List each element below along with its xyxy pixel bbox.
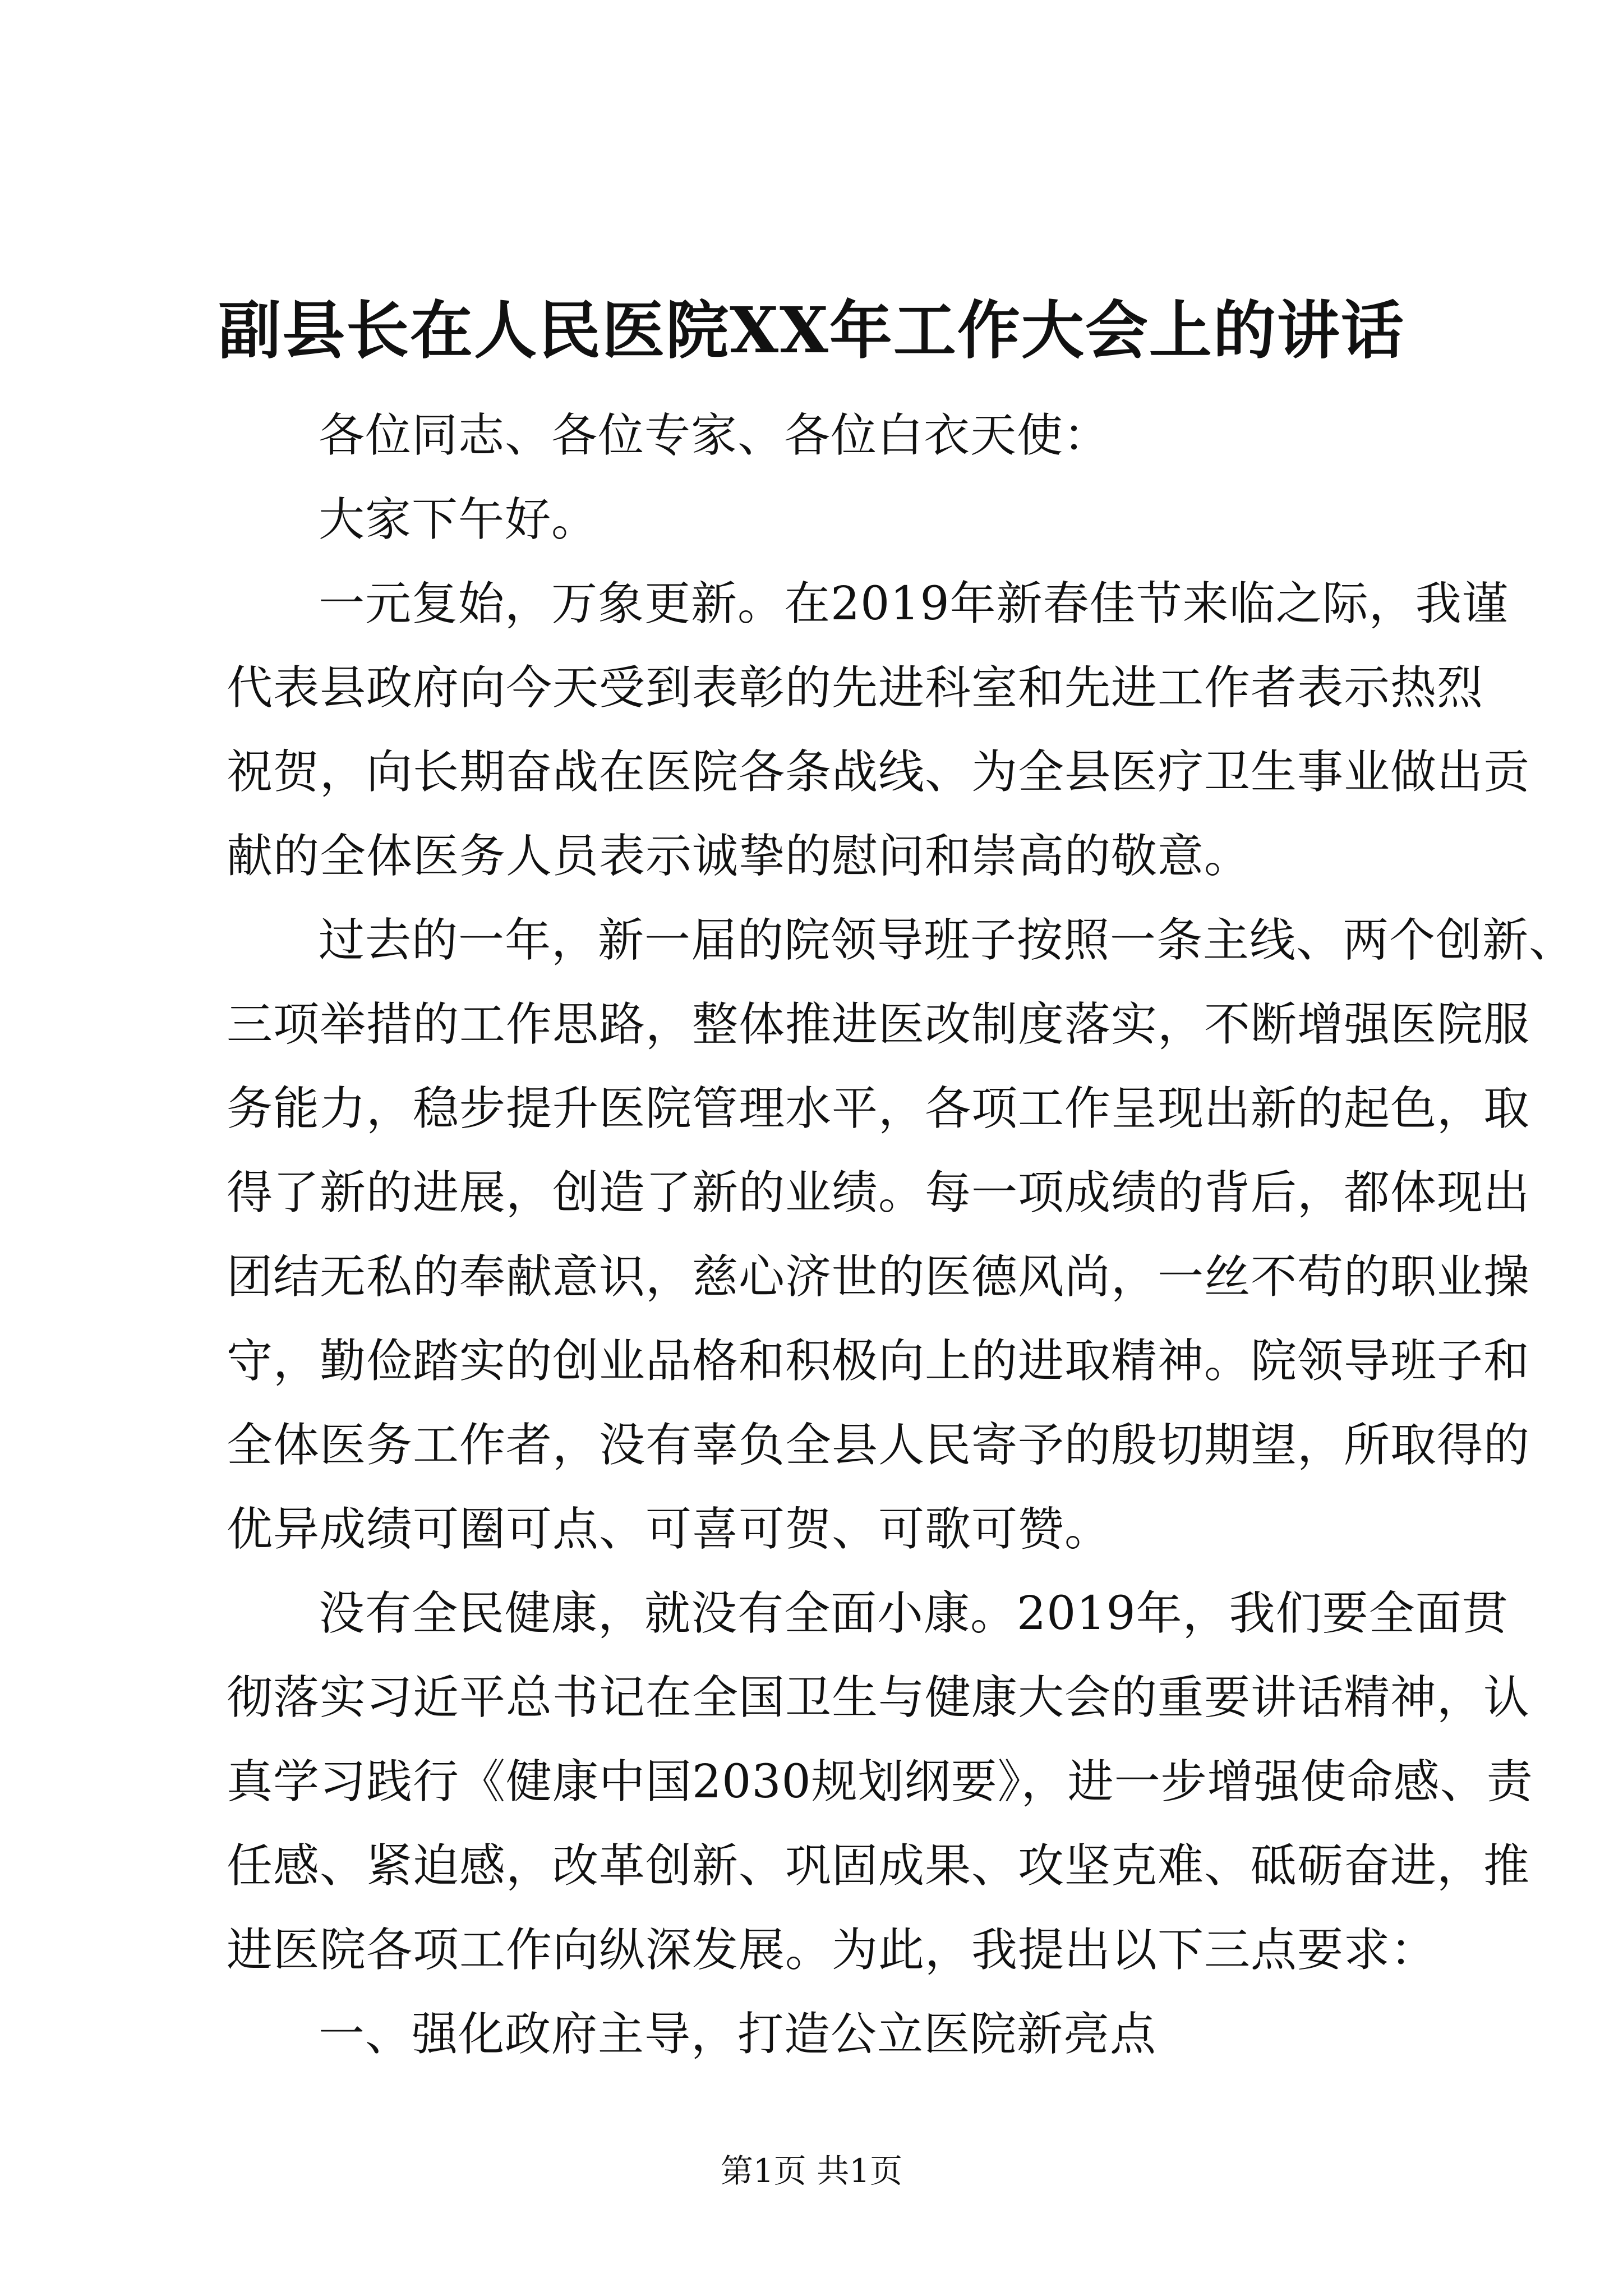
paragraph-line: 三项举措的工作思路，整体推进医改制度落实，不断增强医院服 — [227, 998, 1530, 1051]
paragraph-line: 献的全体医务人员表示诚挚的慰问和崇高的敬意。 — [227, 830, 1251, 883]
paragraph-line: 全体医务工作者，没有辜负全县人民寄予的殷切期望，所取得的 — [227, 1419, 1530, 1472]
paragraph-line: 团结无私的奉献意识，慈心济世的医德风尚，一丝不苟的职业操 — [227, 1250, 1530, 1304]
document-title: 副县长在人民医院XX年工作大会上的讲话 — [218, 294, 1405, 367]
paragraph-greeting — [227, 394, 1415, 478]
paragraph-line: 任感、紧迫感，改革创新、巩固成果、攻坚克难、砥砺奋进，推 — [227, 1839, 1530, 1893]
paragraph-line: 过去的一年，新一届的院领导班子按照一条主线、两个创新、 — [319, 914, 1576, 967]
paragraph-line: 没有全民健康，就没有全面小康。2019年，我们要全面贯 — [319, 1587, 1509, 1640]
paragraph-line: 务能力，稳步提升医院管理水平，各项工作呈现出新的起色，取 — [227, 1082, 1530, 1135]
paragraph-line: 大家下午好。 — [319, 493, 598, 546]
paragraph-line: 代表县政府向今天受到表彰的先进科室和先进工作者表示热烈 — [227, 661, 1484, 715]
paragraph-line: 得了新的进展，创造了新的业绩。每一项成绩的背后，都体现出 — [227, 1166, 1530, 1220]
document-body — [227, 394, 1576, 2077]
paragraph-line: 一元复始，万象更新。在2019年新春佳节来临之际，我谨 — [319, 577, 1509, 631]
paragraph-line: 各位同志、各位专家、各位白衣天使： — [319, 409, 1110, 462]
paragraph-health — [227, 1572, 1533, 1993]
paragraph-line: 祝贺，向长期奋战在医院各条战线、为全县医疗卫生事业做出贡 — [227, 746, 1530, 799]
paragraph-line: 守，勤俭踏实的创业品格和积极向上的进取精神。院领导班子和 — [227, 1335, 1530, 1388]
paragraph-salutation — [227, 478, 1415, 562]
paragraph-line: 彻落实习近平总书记在全国卫生与健康大会的重要讲话精神，认 — [227, 1671, 1530, 1724]
paragraph-past-year — [227, 899, 1576, 1572]
paragraph-line: 优异成绩可圈可点、可喜可贺、可歌可赞。 — [227, 1503, 1112, 1556]
paragraph-new-year — [227, 562, 1530, 899]
section-heading-1 — [227, 1993, 1415, 2077]
paragraph-line: 真学习践行《健康中国2030规划纲要》，进一步增强使命感、责 — [227, 1755, 1533, 1809]
paragraph-line: 进医院各项工作向纵深发展。为此，我提出以下三点要求： — [227, 1924, 1437, 1977]
paragraph-line: 一、强化政府主导，打造公立医院新亮点 — [319, 2008, 1157, 2061]
page-footer: 第1页 共1页 — [720, 2152, 903, 2190]
